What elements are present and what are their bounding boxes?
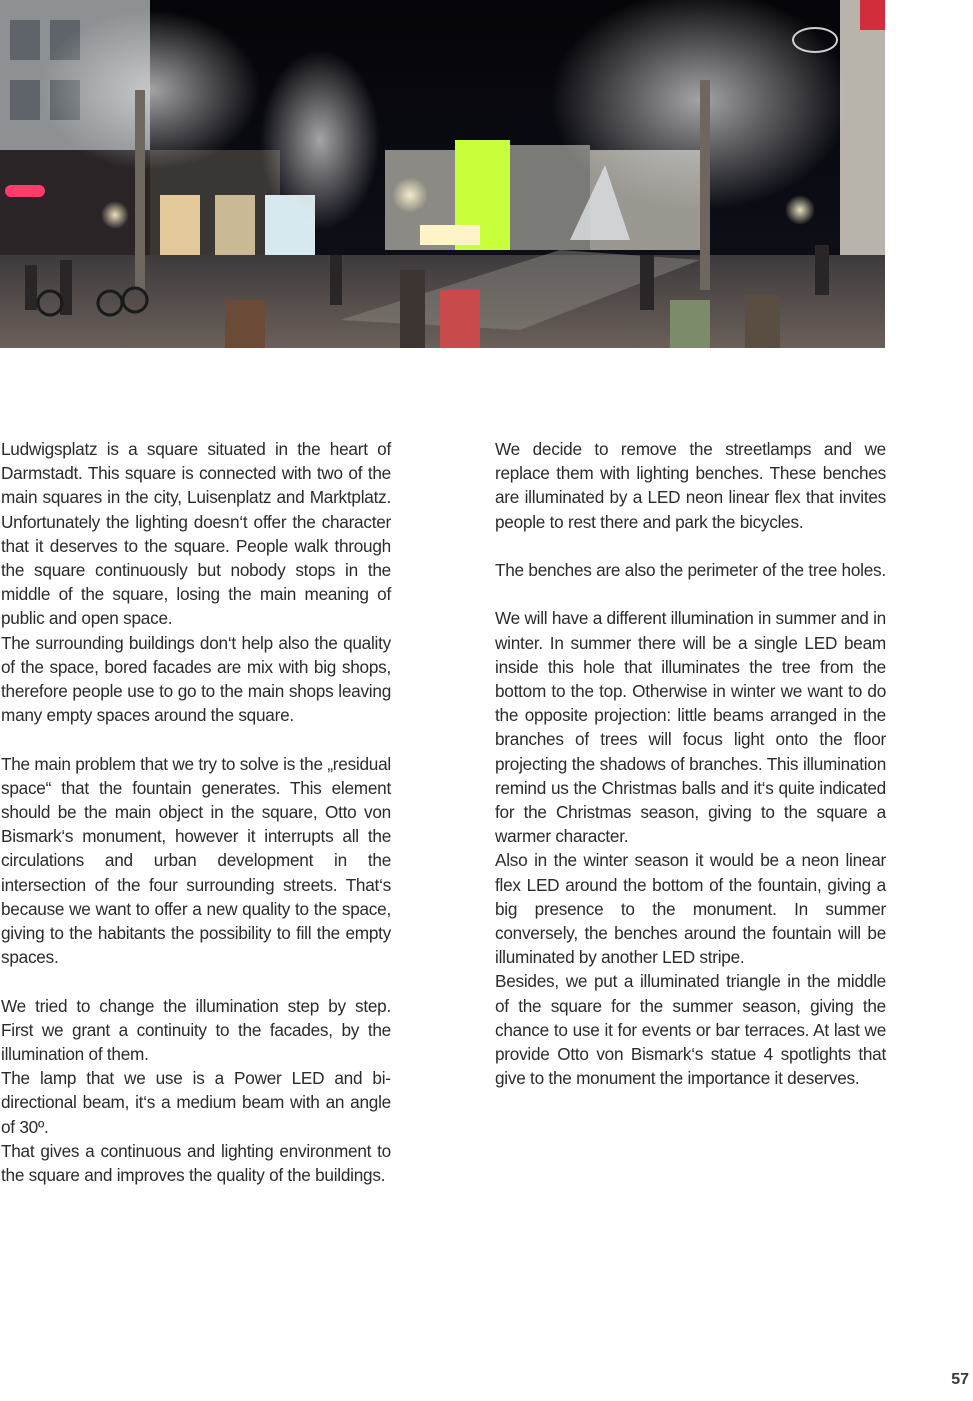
paragraph: We will have a different illumination in summer and in winter. In summer there will be a single LED beam inside this hole that illuminates the tree from the bottom to the top. Otherwise in winter we want to do the opposite projection: little beams arranged in the branches of trees will focus light onto the floor projecting the shadows of branches. This illumination remind us the Christmas balls and it‘s quite indicated for the Christmas season, giving to the square a warmer character. [495, 608, 886, 847]
paragraph: We tried to change the illumination step by step. First we grant a continuity to the facades, by the illumination of them. [1, 995, 391, 1065]
page-number: 57 [951, 1371, 969, 1388]
paragraph: The main problem that we try to solve is the „residual space“ that the fountain generates. This element should be the main object in the square, Otto von Bismark‘s monument, however it interrupts all the circulations and urban development in the intersection of the four surrounding streets. That‘s because we want to offer a new quality to the space, giving to the habitants the possibility to fill the empty spaces. [1, 753, 391, 968]
night-square-photo [0, 0, 885, 348]
paragraph: The benches are also the perimeter of the tree holes. [495, 560, 886, 580]
paragraph: The surrounding buildings don‘t help also the quality of the space, bored facades are mix with big shops, therefore people use to go to the main shops leaving many empty spaces around the square. [1, 632, 391, 726]
paragraph: Besides, we put a illuminated triangle in the middle of the square for the summer season, giving the chance to use it for events or bar terraces. At last we provide Otto von Bismark‘s statue 4 spotlights that give to the monument the importance it deserves. [495, 971, 886, 1089]
left-text-column [1, 437, 391, 1187]
paragraph: We decide to remove the streetlamps and we replace them with lighting benches. These benches are illuminated by a LED neon linear flex that invites people to rest there and park the bicycles. [495, 439, 886, 532]
paragraph: That gives a continuous and lighting environment to the square and improves the quality of the buildings. [1, 1140, 391, 1186]
paragraph: The lamp that we use is a Power LED and bidirectional beam, it‘s a medium beam with an angle of 30º. [1, 1068, 391, 1137]
photo-illustration [0, 0, 885, 348]
right-text-column [495, 437, 886, 1090]
paragraph: Ludwigsplatz is a square situated in the heart of Darmstadt. This square is connected with two of the main squares in the city, Luisenplatz and Marktplatz. Unfortunately the lighting doesn‘t offer the character that it deserves to the square. People walk through the square continuously but nobody stops in the middle of the square, losing the main meaning of public and open space. [1, 439, 391, 629]
paragraph: Also in the winter season it would be a neon linear flex LED around the bottom of the fountain, giving a big presence to the monument. In summer conversely, the benches around the fountain will be illuminated by another LED stripe. [495, 850, 886, 968]
